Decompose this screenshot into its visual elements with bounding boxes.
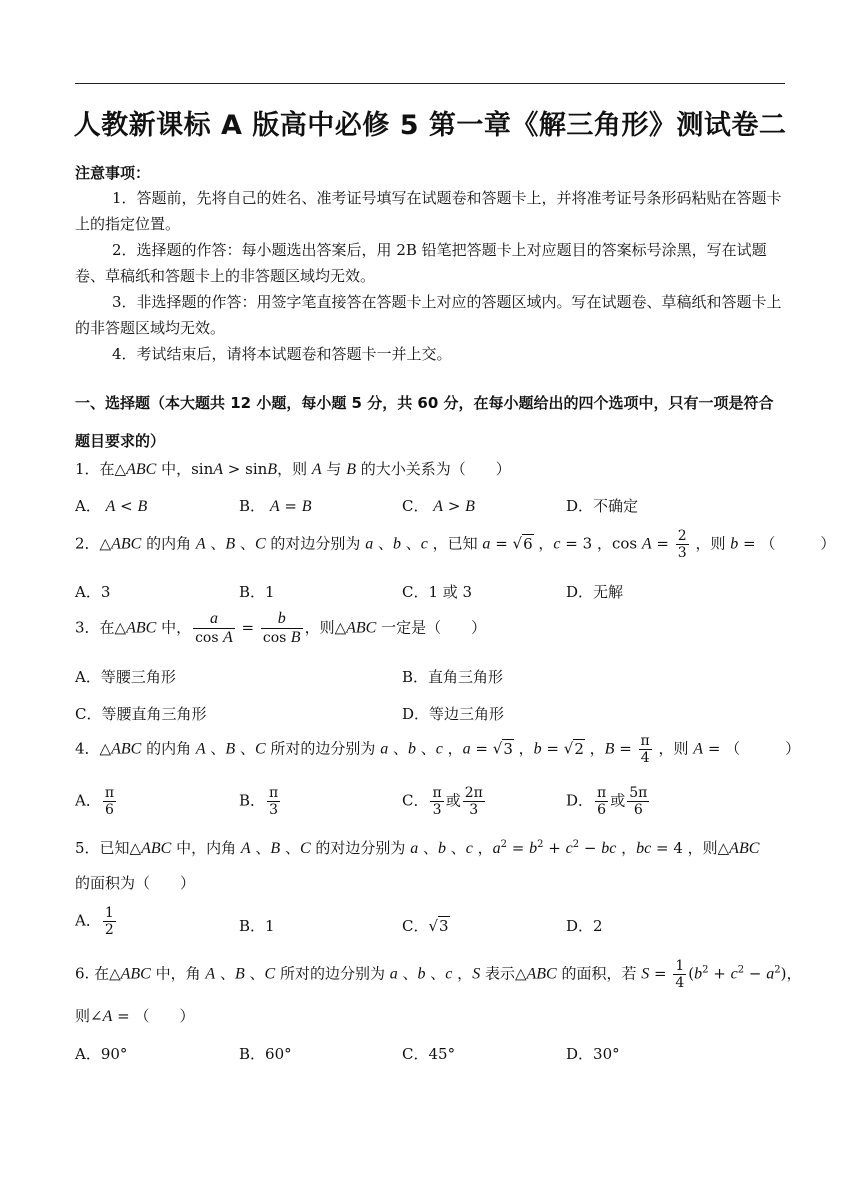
- question-6: 6. 在△ABC 中，角 A 、B 、C 所对的边分别为 a 、b 、c ，S 表示△ABC 的面积，若 S = $\frac{1}{4}$ $(b^2 + c^2 - a^2)$，: [75, 958, 802, 991]
- note-4: 4．考试结束后，请将本试题卷和答题卡一并上交。: [112, 345, 452, 363]
- q3-option-c: C．等腰直角三角形: [75, 705, 207, 723]
- note-1: 1．答题前，先将自己的姓名、准考证号填写在试题卷和答题卡上，并将准考证号条形码粘贴在答题卡上的指定位置。: [75, 189, 782, 233]
- question-2: 2．△ABC 的内角 A 、B 、C 的对边分别为 a 、b 、c ，已知 a = √6 ，c = 3 ，cos A = $\frac{2}{3}$ ，则 b = （ ）: [75, 528, 836, 561]
- q2-option-b: B．1: [239, 583, 275, 601]
- q2-option-d: D．无解: [566, 583, 624, 601]
- q3-option-d: D．等边三角形: [402, 705, 505, 723]
- top-rule: [75, 83, 785, 84]
- question-5: 5．已知△ABC 中，内角 A 、B 、C 的对边分别为 a 、b 、c ，$a^2 = b^2 + c^2$ − bc ，bc = 4 ，则△ABC: [75, 839, 760, 857]
- question-6-cont: 则∠A = （ ）: [75, 1007, 195, 1025]
- note-2: 2．选择题的作答：每小题选出答案后，用 2B 铅笔把答题卡上对应题目的答案标号涂黑，写在试题卷、草稿纸和答题卡上的非答题区域均无效。: [75, 241, 767, 285]
- q3-option-b: B．直角三角形: [402, 668, 504, 686]
- q6-option-b: B．60°: [239, 1045, 292, 1063]
- q5-option-d: D．2: [566, 917, 603, 935]
- q5-option-c: C．√3: [402, 917, 449, 935]
- section-heading: 一、选择题（本大题共 12 小题，每小题 5 分，共 60 分，在每小题给出的四个选项中，只有一项是符合题目要求的）: [75, 394, 774, 450]
- q6-option-d: D．30°: [566, 1045, 620, 1063]
- question-4: 4．△ABC 的内角 A 、B 、C 所对的边分别为 a 、b 、c ，a = √3 ，b = √2 ，B = $\frac{\pi}{4}$ ，则 A = （ ）: [75, 733, 801, 766]
- q1-option-c: C． A > B: [402, 497, 475, 515]
- page-title: 人教新课标 A 版高中必修 5 第一章《解三角形》测试卷二: [73, 110, 787, 141]
- q4-option-b: B． $\frac{\pi}{3}$: [239, 785, 279, 818]
- q1-option-d: D．不确定: [566, 497, 639, 515]
- question-3: 3．在△ABC 中， $\frac{a}{\text{cos A}}$ = $\frac{b}{\text{cos B}}$ ，则△ABC 一定是（ ）: [75, 610, 487, 646]
- notice-heading: 注意事项：: [75, 164, 151, 182]
- q1-option-b: B． A = B: [239, 497, 312, 515]
- q2-option-a: A．3: [75, 583, 111, 601]
- q6-option-a: A．90°: [75, 1045, 128, 1063]
- question-5-cont: 的面积为（ ）: [75, 874, 196, 892]
- q4-option-d: D． $\frac{\pi}{6}$ 或 $\frac{5\pi}{6}$: [566, 785, 648, 818]
- note-3: 3．非选择题的作答：用签字笔直接答在答题卡上对应的答题区域内。写在试题卷、草稿纸和答题卡上的非答题区域均无效。: [75, 293, 782, 337]
- q2-option-c: C．1 或 3: [402, 583, 473, 601]
- notes-block: [75, 185, 785, 367]
- question-1: 1．在△ABC 中，sinA > sinB，则 A 与 B 的大小关系为（ ）: [75, 460, 511, 478]
- q5-option-a: A． $\frac{1}{2}$: [75, 905, 114, 938]
- q5-option-b: B．1: [239, 917, 275, 935]
- q3-option-a: A．等腰三角形: [75, 668, 176, 686]
- q4-option-c: C． $\frac{\pi}{3}$ 或 $\frac{2\pi}{3}$: [402, 785, 483, 818]
- q1-option-a: A． A < B: [75, 497, 148, 515]
- q6-option-c: C．45°: [402, 1045, 456, 1063]
- q4-option-a: A． $\frac{\pi}{6}$: [75, 785, 115, 818]
